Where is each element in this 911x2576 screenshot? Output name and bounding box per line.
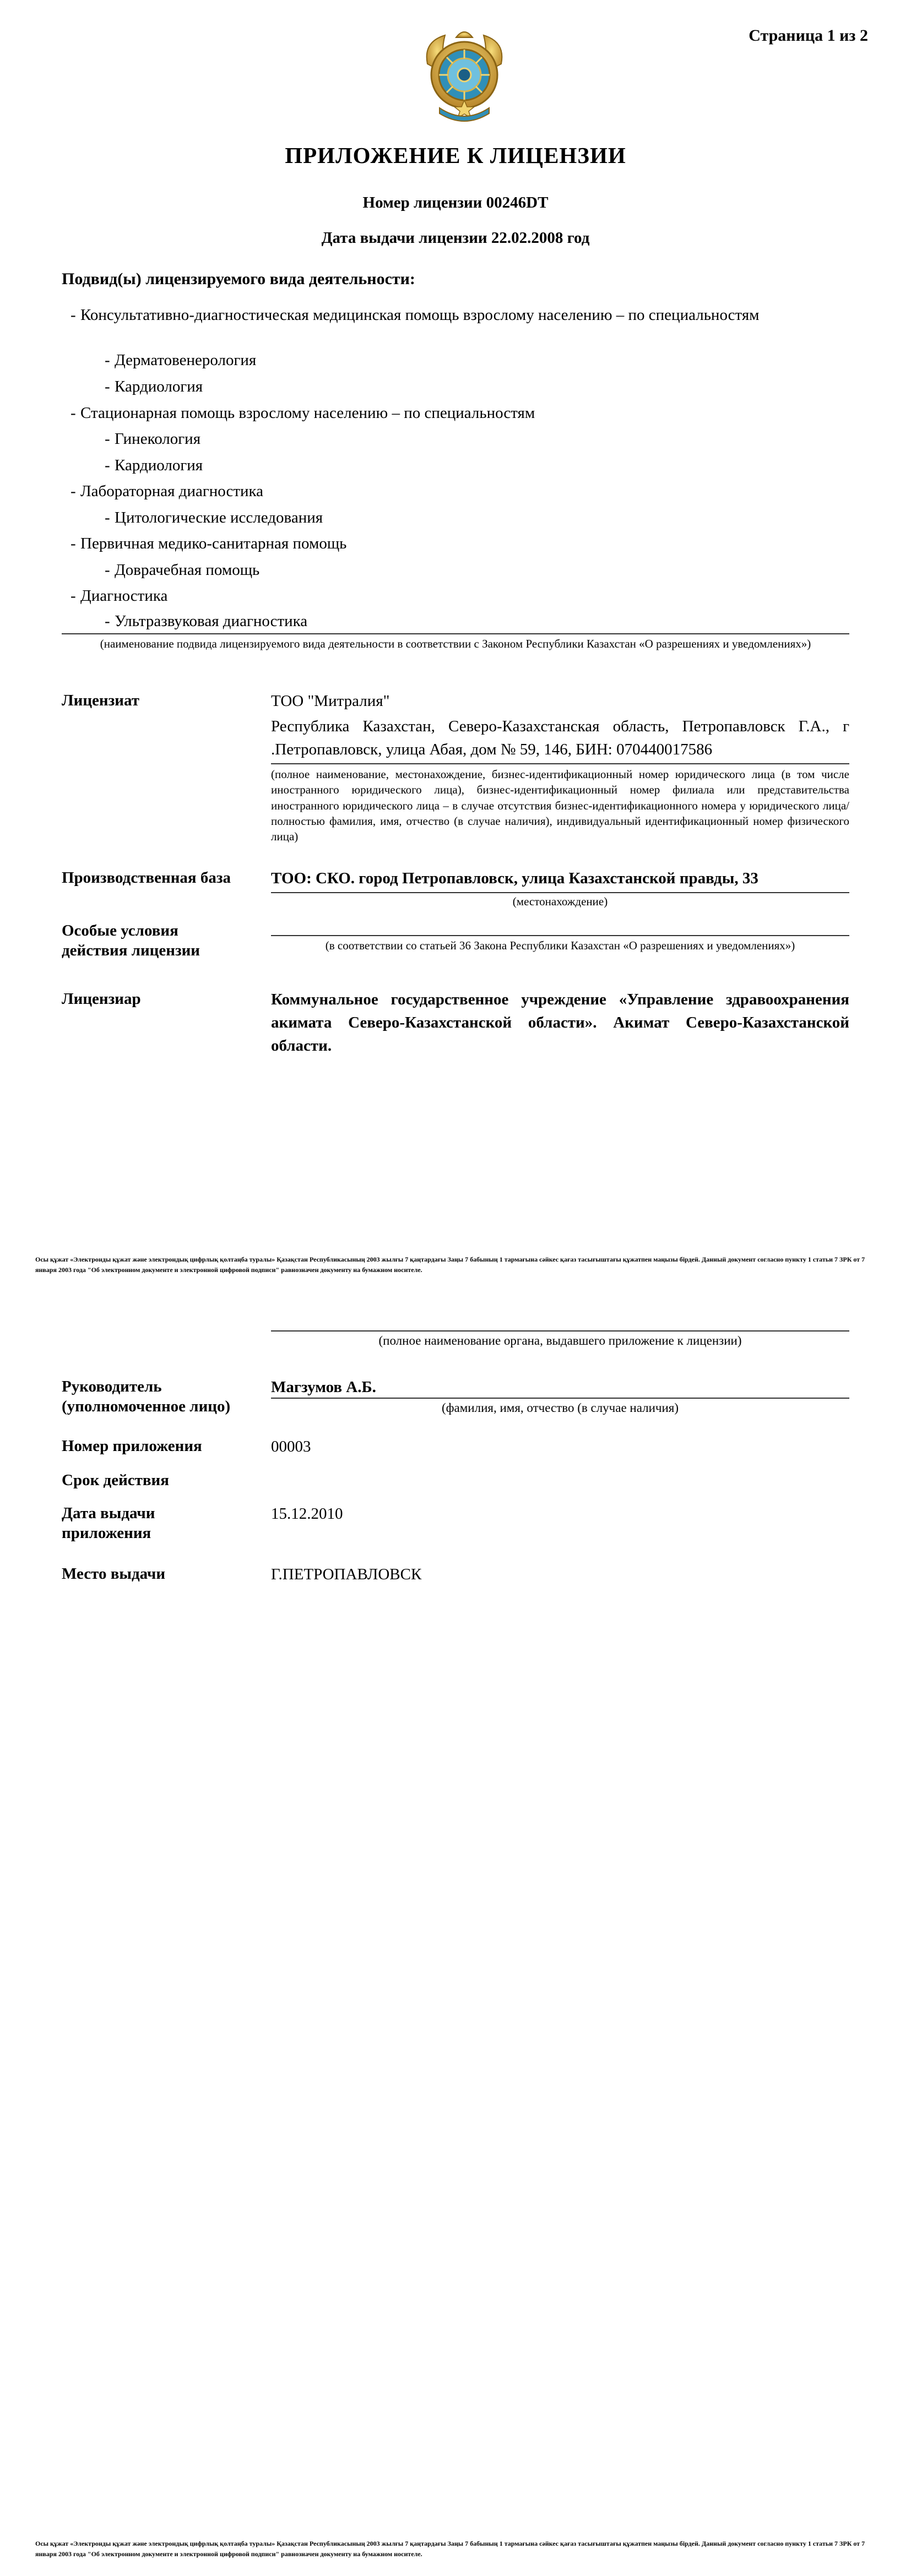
activity-item: - Дерматовенерология (105, 351, 257, 369)
production-base-note: (местонахождение) (512, 895, 608, 908)
page-number: Страница 1 из 2 (749, 26, 868, 45)
place-value: Г.ПЕТРОПАВЛОВСК (271, 1566, 422, 1583)
head-value: Магзумов А.Б. (271, 1378, 376, 1396)
licensor-value: Коммунальное государственное учреждение «Управление здравоохранения акимата Северо-Казахстанской области». Акимат Северо-Казахстанской области. (271, 991, 849, 1055)
licensee-label: Лицензиат (62, 692, 139, 709)
license-number: Номер лицензии 00246DT (362, 194, 549, 211)
activity-item: - Гинекология (105, 430, 201, 448)
activity-item: - Доврачебная помощь (105, 561, 260, 579)
page-title: ПРИЛОЖЕНИЕ К ЛИЦЕНЗИИ (285, 143, 626, 168)
licensor-label: Лицензиар (62, 990, 141, 1008)
licensee-note: (полное наименование, местонахождение, бизнес-идентификационный номер юридического лица (в том числе иностранного юридического лица), бизнес-идентификационный номер филиала или представительства иностранного юридического лица – в случае отсутствия бизнес-идентификационного номера у юридического лица/полностью фамилия, имя, отчество (в случае наличия), индивидуальный идентификационный номер физического лица) (271, 768, 849, 844)
license-issue-date: Дата выдачи лицензии 22.02.2008 год (321, 229, 590, 247)
issuer-divider (271, 1330, 849, 1332)
appendix-number-value: 00003 (271, 1438, 311, 1455)
validity-label: Срок действия (62, 1471, 169, 1489)
activity-item: - Цитологические исследования (105, 509, 323, 526)
activity-item: - Стационарная помощь взрослому населению – по специальностям (71, 404, 535, 422)
subtypes-divider (62, 633, 849, 634)
licensee-name: ТОО "Митралия" (271, 692, 390, 710)
production-base-label: Производственная база (62, 869, 231, 887)
subtypes-header: Подвид(ы) лицензируемого вида деятельности: (62, 270, 415, 288)
head-note: (фамилия, имя, отчество (в случае наличия) (441, 1401, 679, 1415)
licensee-address: Республика Казахстан, Северо-Казахстанская область, Петропавловск Г.А., г .Петропавловск, улица Абая, дом № 59, 146, БИН: 070440017586 (271, 718, 849, 759)
licensee-divider (271, 763, 849, 764)
kazakhstan-emblem-icon (417, 25, 511, 126)
activity-item: - Кардиология (105, 456, 203, 474)
activity-item: - Кардиология (105, 378, 203, 395)
special-conditions-label: Особые условия действия лицензии (62, 922, 200, 960)
head-divider (271, 1398, 849, 1399)
legal-notice: Осы құжат «Электронды құжат және электрондық цифрлық қолтаңба туралы» Қазақстан Республикасының 2003 жылғы 7 қаңтардағы Заңы 7 бабының 1 тармағына сәйкес қағаз тасығыштағы құжатпен маңызы бірдей. Данный документ согласно пункту 1 статьи 7 ЗРК от 7 января 2003 года "Об электронном документе и электронной цифровой подписи" равнозначен документу на бумажном носителе. (35, 1256, 865, 1274)
special-conditions-note: (в соответствии со статьей 36 Закона Республики Казахстан «О разрешениях и уведомлениях») (325, 939, 795, 952)
activity-item: - Лабораторная диагностика (71, 482, 264, 500)
head-label: Руководитель (уполномоченное лицо) (62, 1378, 231, 1416)
appendix-number-label: Номер приложения (62, 1437, 202, 1455)
appendix-date-label: Дата выдачи приложения (62, 1504, 155, 1542)
activity-item: - Первичная медико-санитарная помощь (71, 535, 347, 552)
subtypes-footnote: (наименование подвида лицензируемого вида деятельности в соответствии с Законом Республики Казахстан «О разрешениях и уведомлениях») (100, 637, 811, 650)
activity-item: - Ультразвуковая диагностика (105, 612, 308, 630)
activity-item: - Диагностика (71, 587, 168, 605)
activity-item: - Консультативно-диагностическая медицинская помощь взрослому населению – по специальностям (71, 306, 760, 324)
special-conditions-divider (271, 935, 849, 936)
issuer-note: (полное наименование органа, выдавшего приложение к лицензии) (378, 1334, 742, 1347)
place-label: Место выдачи (62, 1565, 166, 1583)
production-base-divider (271, 892, 849, 893)
appendix-date-value: 15.12.2010 (271, 1505, 343, 1523)
production-base-value: ТОО: СКО. город Петропавловск, улица Казахстанской правды, 33 (271, 869, 758, 887)
legal-notice-footer: Осы құжат «Электронды құжат және электрондық цифрлық қолтаңба туралы» Қазақстан Республикасының 2003 жылғы 7 қаңтардағы Заңы 7 бабының 1 тармағына сәйкес қағаз тасығыштағы құжатпен маңызы бірдей. Данный документ согласно пункту 1 статьи 7 ЗРК от 7 января 2003 года "Об электронном документе и электронной цифровой подписи" равнозначен документу на бумажном носителе. (35, 2540, 865, 2558)
